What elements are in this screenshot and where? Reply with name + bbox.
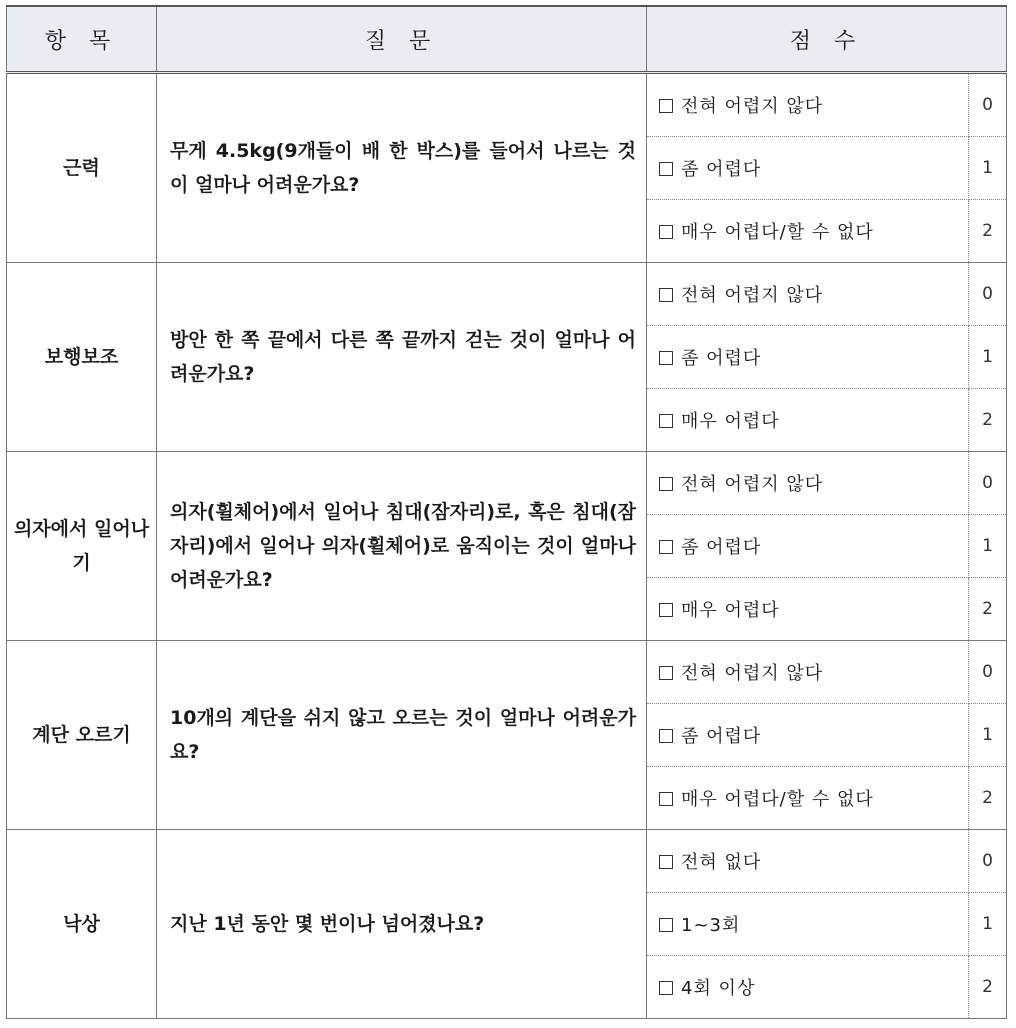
question-text: 무게 4.5kg(9개들이 배 한 박스)를 들어서 나르는 것이 얼마나 어려운가요?: [157, 73, 647, 263]
checkbox-icon[interactable]: [659, 729, 673, 743]
option-checkbox[interactable]: [647, 767, 969, 830]
option-checkbox[interactable]: [647, 452, 969, 515]
checkbox-icon[interactable]: [659, 288, 673, 302]
checkbox-icon[interactable]: [659, 981, 673, 995]
option-checkbox[interactable]: [647, 641, 969, 704]
checkbox-icon[interactable]: [659, 918, 673, 932]
option-score: 0: [969, 830, 1007, 893]
option-checkbox[interactable]: [647, 137, 969, 200]
option-label: 전혀 어렵지 않다: [681, 285, 824, 306]
option-checkbox[interactable]: [647, 515, 969, 578]
option-checkbox[interactable]: [647, 263, 969, 326]
table-row: [7, 641, 1007, 704]
option-label: 매우 어렵다: [681, 600, 780, 621]
checkbox-icon[interactable]: [659, 414, 673, 428]
option-checkbox[interactable]: [647, 956, 969, 1019]
option-checkbox[interactable]: [647, 389, 969, 452]
question-text: 방안 한 쪽 끝에서 다른 쪽 끝까지 걷는 것이 얼마나 어려운가요?: [157, 263, 647, 452]
item-label: 근력: [7, 73, 157, 263]
header-question: 질 문: [157, 6, 647, 73]
option-label: 매우 어렵다: [681, 411, 780, 432]
question-text: 지난 1년 동안 몇 번이나 넘어졌나요?: [157, 830, 647, 1019]
item-label: 의자에서 일어나기: [7, 452, 157, 641]
option-score: 2: [969, 389, 1007, 452]
option-checkbox[interactable]: [647, 578, 969, 641]
question-text: 10개의 계단을 쉬지 않고 오르는 것이 얼마나 어려운가요?: [157, 641, 647, 830]
option-checkbox[interactable]: [647, 893, 969, 956]
option-score: 1: [969, 704, 1007, 767]
assessment-table: [6, 5, 1007, 1019]
question-text: 의자(휠체어)에서 일어나 침대(잠자리)로, 혹은 침대(잠자리)에서 일어나 의자(휠체어)로 움직이는 것이 얼마나 어려운가요?: [157, 452, 647, 641]
checkbox-icon[interactable]: [659, 540, 673, 554]
option-score: 2: [969, 956, 1007, 1019]
checkbox-icon[interactable]: [659, 162, 673, 176]
option-checkbox[interactable]: [647, 73, 969, 137]
option-checkbox[interactable]: [647, 326, 969, 389]
option-score: 2: [969, 200, 1007, 263]
option-score: 1: [969, 137, 1007, 200]
option-label: 좀 어렵다: [681, 159, 762, 180]
header-item: 항 목: [7, 6, 157, 73]
option-score: 1: [969, 515, 1007, 578]
table-row: [7, 452, 1007, 515]
option-checkbox[interactable]: [647, 704, 969, 767]
option-score: 0: [969, 641, 1007, 704]
option-score: 0: [969, 263, 1007, 326]
header-score: 점 수: [647, 6, 1007, 73]
checkbox-icon[interactable]: [659, 351, 673, 365]
option-label: 매우 어렵다/할 수 없다: [681, 789, 874, 810]
checkbox-icon[interactable]: [659, 603, 673, 617]
item-label: 낙상: [7, 830, 157, 1019]
option-score: 0: [969, 73, 1007, 137]
checkbox-icon[interactable]: [659, 99, 673, 113]
option-label: 전혀 어렵지 않다: [681, 663, 824, 684]
checkbox-icon[interactable]: [659, 225, 673, 239]
checkbox-icon[interactable]: [659, 666, 673, 680]
option-label: 좀 어렵다: [681, 348, 762, 369]
option-score: 0: [969, 452, 1007, 515]
option-label: 전혀 없다: [681, 852, 762, 873]
option-label: 좀 어렵다: [681, 726, 762, 747]
table-row: [7, 73, 1007, 137]
item-label: 계단 오르기: [7, 641, 157, 830]
option-score: 2: [969, 578, 1007, 641]
checkbox-icon[interactable]: [659, 792, 673, 806]
header-row: [7, 6, 1007, 73]
option-label: 좀 어렵다: [681, 537, 762, 558]
option-label: 4회 이상: [681, 978, 756, 999]
option-score: 1: [969, 326, 1007, 389]
option-label: 1~3회: [681, 915, 741, 936]
option-label: 전혀 어렵지 않다: [681, 474, 824, 495]
table-row: [7, 263, 1007, 326]
option-label: 매우 어렵다/할 수 없다: [681, 222, 874, 243]
checkbox-icon[interactable]: [659, 477, 673, 491]
option-label: 전혀 어렵지 않다: [681, 96, 824, 117]
item-label: 보행보조: [7, 263, 157, 452]
option-checkbox[interactable]: [647, 200, 969, 263]
option-score: 2: [969, 767, 1007, 830]
option-score: 1: [969, 893, 1007, 956]
checkbox-icon[interactable]: [659, 855, 673, 869]
table-row: [7, 830, 1007, 893]
option-checkbox[interactable]: [647, 830, 969, 893]
